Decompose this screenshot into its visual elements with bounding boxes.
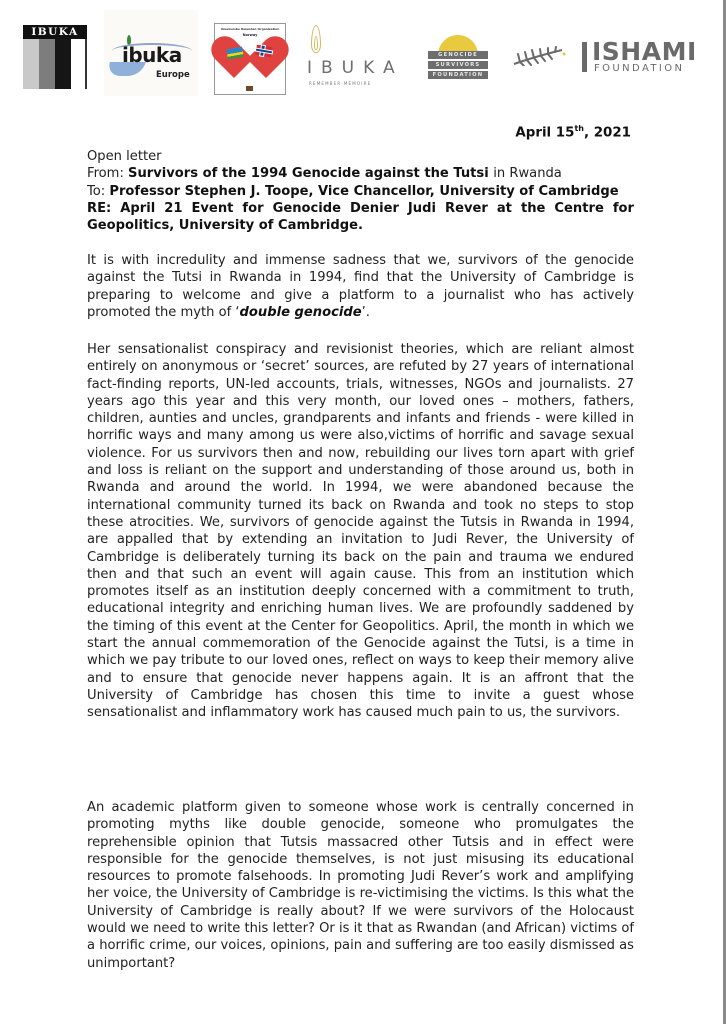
ibuka-europe-logo — [104, 10, 198, 96]
paragraph-2: Her sensationalist conspiracy and revisionist theories, which are reliant almost entirely on anonymous or ‘secret’ sources, are refuted by 27 years of international fact-finding reports, UN-led accounts, trials, witnesses, NGOs and journalists. 27 years ago this year and this very month, our loved ones – mothers, fathers, children, aunties and uncles, grandparents and infants and friends - were killed in horrific ways and many among us were also,victims of horrific and savage sexual violence. For us survivors then and now, rebuilding our lives torn apart with grief and loss is reliant on the support and understanding of those around us, both in Rwanda and around the world. In 1994, we were abandoned because the international community turned its back on Rwanda and took no steps to stop these atrocities. We, survivors of genocide against the Tutsis in Rwanda in 1994, are appalled that by extending an invitation to Judi Rever, the University of Cambridge is deliberately turning its back on the pain and trauma we endured then and that such an event will again cause. This from an institution which promotes itself as an institution deeply concerned with a commitment to truth, educational integrity and enriching human lives. We are profoundly saddened by the timing of this event at the Center for Geopolitics. April, the month in which we start the annual commemoration of the Genocide against the Tutsi, is a time in which we pay tribute to our loved ones, reflect on ways to keep their memory alive and to ensure that genocide never happens again. It is an affront that the University of Cambridge has chosen this time to invite a guest whose sensationalist and inflammatory work has caused much pain to us, the survivors. — [87, 342, 634, 721]
rwandan-org-norway-logo: Umubumbe Rwandan Organization Norway — [214, 23, 286, 95]
olive-branch-icon — [512, 46, 567, 66]
ibuka-europe-sublabel: Europe — [156, 70, 190, 80]
ibuka-remember-wordmark: IBUKA — [307, 58, 404, 78]
paragraph-3: An academic platform given to someone whose work is centrally concerned in promoting myths like double genocide, someone who promulgates the reprehensible opinion that Tutsis massacred other Tutsis and in effect were responsible for the genocide themselves, is not just misusing its educational resources to promote falsehoods. In promoting Judi Rever’s work and amplifying her voice, the University of Cambridge is re-victimising the victims. Is this what the University of Cambridge is really about? If we were survivors of the Holocaust would we need to write this letter? Or is it that as Rwandan (and African) victims of a horrific crime, our voices, opinions, pain and suffering are too easily dismissed as unimportant? — [87, 800, 634, 971]
ibuka-remember-sublabel: REMEMBER·MÉMOIRE — [309, 81, 372, 86]
ishami-wordmark: ISHAMI — [592, 37, 697, 66]
letter-header — [87, 148, 634, 234]
ishami-foundation-logo — [512, 38, 707, 78]
paragraph-1: It is with incredulity and immense sadness that we, survivors of the genocide against the Tutsi in Rwanda in 1994, find that the University of Cambridge is preparing to welcome and give a platform to a journalist who has actively promoted the myth of ‘double genocide’. — [87, 253, 634, 320]
letter-date: April 15th, 2021 — [515, 124, 631, 141]
ishami-sublabel: FOUNDATION — [594, 63, 685, 74]
emphasis-double-genocide: double genocide — [239, 304, 362, 320]
flame-icon — [311, 25, 321, 53]
letter-type: Open letter — [87, 149, 162, 164]
ibuka-logo — [23, 25, 87, 89]
ibuka-europe-wordmark: ibuka — [122, 43, 182, 67]
heart-balloon-icon — [225, 38, 275, 86]
letter-subject: RE: April 21 Event for Genocide Denier Judi Rever at the Centre for Geopolitics, University of Cambridge. — [87, 200, 634, 234]
genocide-survivors-foundation-logo: GENOCIDE SURVIVORS FOUNDATION — [428, 35, 488, 83]
letter-to: To: Professor Stephen J. Toope, Vice Chancellor, University of Cambridge — [87, 183, 619, 199]
letter-from: From: Survivors of the 1994 Genocide against the Tutsi in Rwanda — [87, 166, 562, 182]
ibuka-remember-logo — [305, 25, 410, 90]
ibuka-logo-text: IBUKA — [23, 25, 87, 39]
